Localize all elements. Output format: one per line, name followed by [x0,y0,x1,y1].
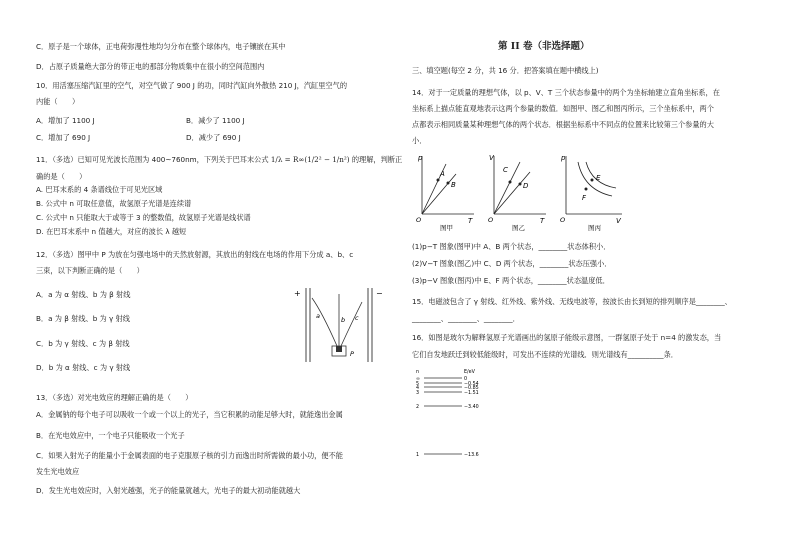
ray-c-label: c [355,314,359,322]
q11-stem-line2: 确的是（ ） [36,172,87,181]
level-energy-label: −13.6 [464,453,479,458]
q11-option-c: C. 公式中 n 只能取大于或等于 3 的整数值，故氢原子光谱是线状谱 [36,213,251,222]
graph-bing [560,154,622,232]
q15-line2: ________、________、________． [412,314,520,323]
ray-a-label: a [316,312,320,320]
point-C [509,181,512,184]
level-n-label: 4 [416,386,420,391]
level-energy-label: E/eV [464,370,475,375]
minus-sign: − [376,289,383,298]
level-energy-label: −0.54 [464,382,479,387]
q13-stem: 13．（多选）对光电效应的理解正确的是（ ） [36,393,193,402]
q10-stem-line2: 内能（ ） [36,97,80,106]
radiation-field-figure [292,282,384,372]
caption-jia: 图甲 [440,224,453,232]
caption-yi: 图乙 [512,224,525,232]
q14-stem-line3: 点都表示相同质量某种理想气体的两个状态．根据坐标系中不同点的位置来比较第三个参量的大 [412,120,714,129]
label-B: B [451,181,456,189]
label-C: C [503,166,508,174]
q14-answer-3: (3)p−V 图象(图丙)中 E、F 两个状态，________状态温度低． [412,276,610,285]
point-A [437,179,440,182]
bing-origin: O [560,216,566,224]
q13-option-c-line1: C．如果入射光子的能量小于金属表面的电子克服原子核的引力而逸出时所需做的最小功，便不能 [36,451,343,460]
q10-stem-line1: 10．用活塞压缩汽缸里的空气，对空气做了 900 J 的功，同时汽缸向外散热 210 J，汽缸里空气的 [36,81,348,90]
q11-option-b: B. 公式中 n 可取任意值，故氢原子光谱是连续谱 [36,199,192,208]
point-E [591,179,594,182]
level-n-label: 5 [416,382,420,387]
q13-option-d: D．发生光电效应时，入射光越强，光子的能量就越大，光电子的最大初动能就越大 [36,486,301,495]
point-F [585,188,588,191]
bing-isotherm-1 [578,162,612,196]
source-P-label: P [350,350,354,358]
q11-stem-line1 [36,155,402,165]
section-title: 第 II 卷（非选择题） [498,41,590,52]
q13-option-a: A．金属钠的每个电子可以吸收一个或一个以上的光子，当它积累的动能足够大时，就能逸出金属 [36,410,343,419]
bing-isotherm-2 [586,162,616,188]
q9-option-d: D．占原子质量绝大部分的带正电的那部分物质集中在很小的空间范围内 [36,62,265,71]
q12-option-d: D．b 为 α 射线、c 为 γ 射线 [36,363,131,372]
source-P [336,346,342,352]
ray-a-path [312,298,337,346]
q13-option-b: B．在光电效应中，一个电子只能吸收一个光子 [36,431,185,440]
q12-option-a: A．a 为 α 射线、b 为 β 射线 [36,290,131,299]
q12-stem-line2: 三束，以下判断正确的是（ ） [36,266,144,275]
q12-option-c: C．b 为 γ 射线、c 为 β 射线 [36,339,130,348]
bing-y-label: p [561,154,566,162]
level-n-label: 1 [416,453,420,458]
point-B [447,182,450,185]
q14-answer-1: (1)p−T 图象(图甲)中 A、B 两个状态，________状态体积小． [412,242,611,251]
yi-y-label: V [489,154,494,162]
q14-stem-line2: 坐标系上描点能直观地表示这两个参量的数值．如图甲、图乙和图丙所示，三个坐标系中，两个 [412,104,714,113]
yi-origin: O [488,216,494,224]
plus-sign: + [294,289,301,298]
jia-y-label: p [418,154,423,162]
q10-option-a: A．增加了 1100 J [36,116,95,125]
yi-x-label: T [540,217,545,225]
caption-bing: 图丙 [588,224,601,232]
q12-option-b: B．a 为 β 射线、b 为 γ 射线 [36,314,130,323]
level-n-label: n [416,370,420,375]
q13-option-c-line2: 发生光电效应 [36,467,80,476]
label-F: F [582,194,587,202]
q11-option-a: A. 巴耳末系的 4 条谱线位于可见光区域 [36,185,163,194]
q14-graphs [412,150,642,234]
label-D: D [523,182,529,190]
q11-option-d: D. 在巴耳末系中 n 值越大，对应的波长 λ 越短 [36,227,187,236]
energy-level-diagram [412,366,532,462]
level-energy-label: −3.40 [464,405,479,410]
q12-stem-line1: 12．（多选）图甲中 P 为放在匀强电场中的天然放射源，其放出的射线在电场的作用下分成 a、b、c [36,250,354,259]
level-n-label: 2 [416,405,420,410]
label-A: A [440,170,445,178]
q14-stem-line1: 14．对于一定质量的理想气体，以 p、V、T 三个状态参量中的两个为坐标轴建立直角坐标系，在 [412,88,720,97]
graph-yi [488,154,546,232]
q10-option-b: B．减少了 1100 J [186,116,245,125]
ray-c-path [341,302,362,346]
bing-x-label: V [616,217,621,225]
jia-x-label: T [468,217,473,225]
q15-line1: 15．电磁波包含了 γ 射线、红外线、紫外线、无线电波等，按波长由长到短的排列顺序是________、 [412,297,732,306]
q16-line2: 它们自发地跃迁到较低能级时，可发出不连续的光谱线．则光谱线有__________条． [412,350,678,359]
q16-line1: 16．如图是玻尔为解释氢原子光谱画出的氢原子能级示意图，一群氢原子处于 n=4 的激发态，当 [412,333,722,342]
q10-option-c: C．增加了 690 J [36,133,91,142]
q11-stem-post: 的理解，判断正 [351,155,403,164]
jia-origin: O [416,216,422,224]
level-energy-label: −1.51 [464,391,479,396]
label-E: E [596,174,601,182]
point-D [519,183,522,186]
q10-option-d: D．减少了 690 J [186,133,241,142]
q14-answer-2: (2)V−T 图象(图乙)中 C、D 两个状态，________状态压强小． [412,259,612,268]
level-n-label: 3 [416,391,420,396]
level-energy-label: 0 [464,377,468,382]
graph-jia [416,154,474,232]
part3-heading: 三、填空题(每空 2 分，共 16 分．把答案填在题中横线上) [412,66,599,75]
level-n-label: ∞ [416,377,420,382]
ray-b-label: b [341,316,346,324]
q14-stem-line4: 小． [412,136,427,145]
balmer-formula: 1/λ = R∞(1/2² − 1/n²) [270,155,350,164]
level-energy-label: −0.85 [464,386,479,391]
q11-stem-pre: 11．（多选）已知可见光波长范围为 400~760nm，下列关于巴耳末公式 [36,155,269,164]
q9-option-c: C．原子是一个球体，正电荷弥漫性地均匀分布在整个球体内，电子镶嵌在其中 [36,42,286,51]
